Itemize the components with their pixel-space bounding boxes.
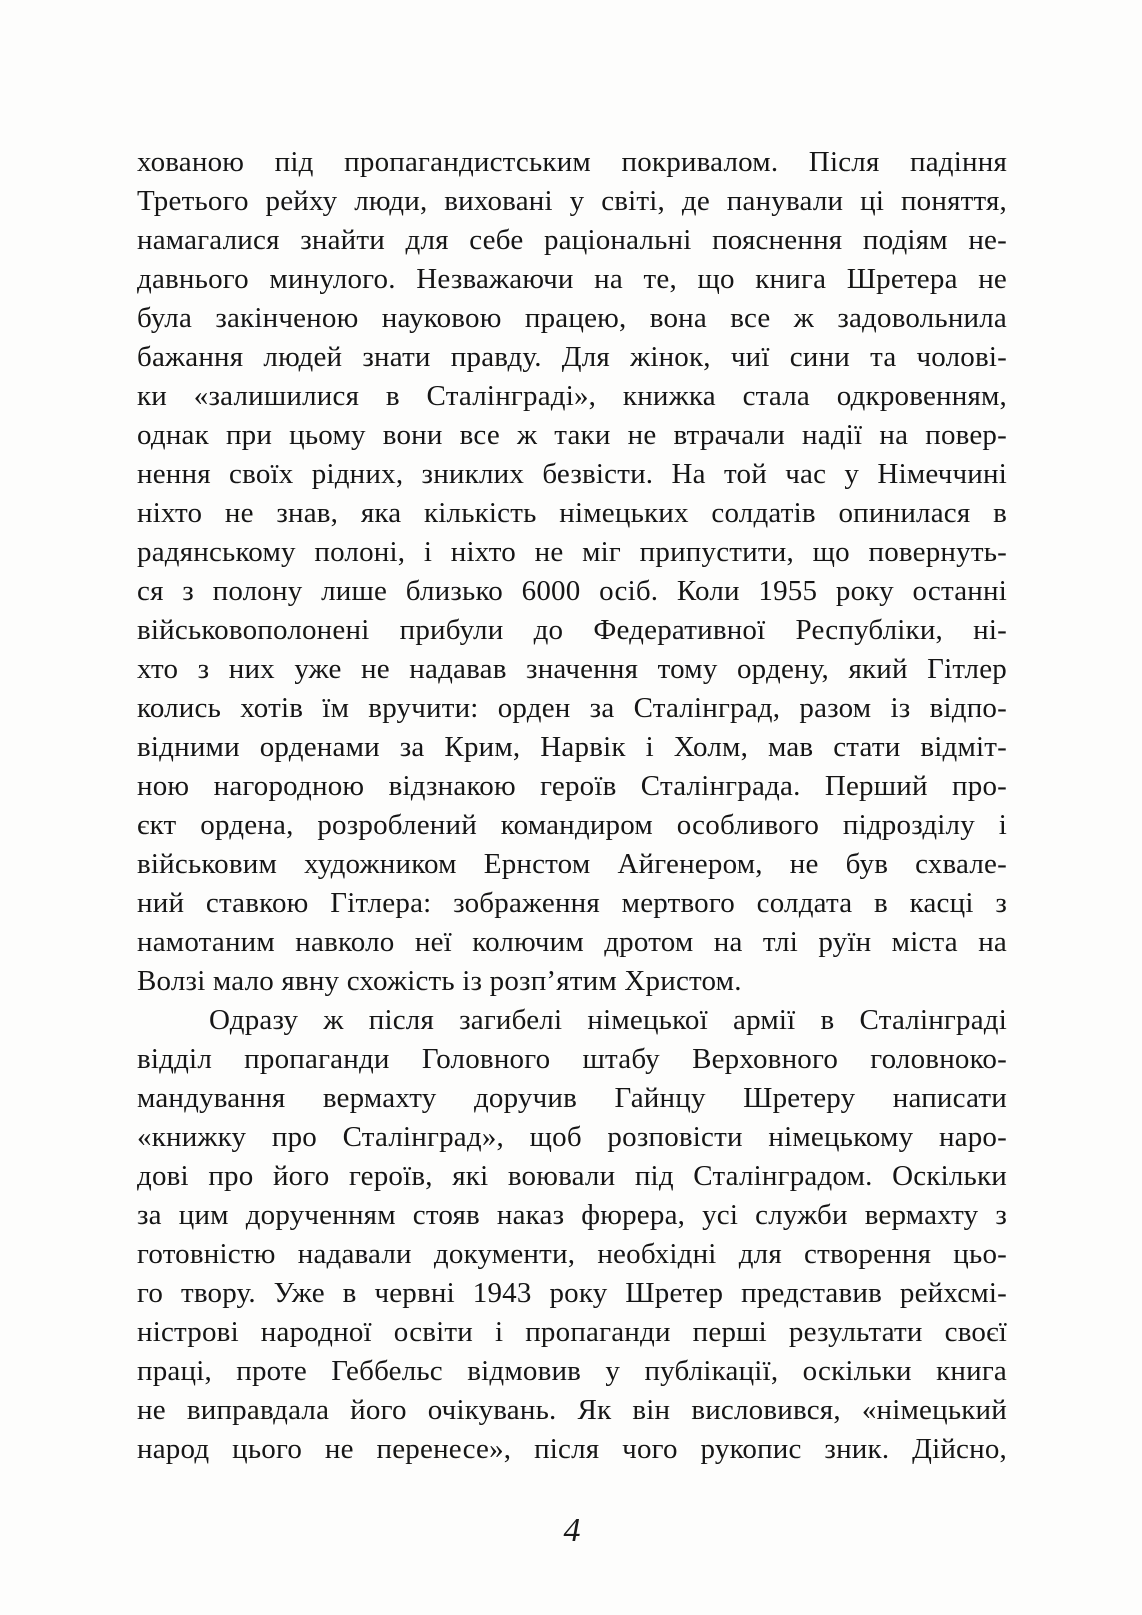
text-line: хованою під пропагандистським покривалом. Після падіння xyxy=(137,146,1007,178)
page-number: 4 xyxy=(563,1512,581,1549)
text-line: радянському полоні, і ніхто не міг припустити, що повернуть- xyxy=(137,536,1007,568)
text-line: Третього рейху люди, виховані у світі, де панували ці поняття, xyxy=(137,185,1007,217)
text-line: нення своїх рідних, зниклих безвісти. На той час у Німеччині xyxy=(137,458,1007,490)
text-line: давнього минулого. Незважаючи на те, що книга Шретера не xyxy=(137,263,1007,295)
text-line: бажання людей знати правду. Для жінок, чиї сини та чолові- xyxy=(137,341,1007,373)
text-line: ки «залишилися в Сталінграді», книжка стала одкровенням, xyxy=(137,380,1007,412)
text-line: ся з полону лише близько 6000 осіб. Коли 1955 року останні xyxy=(137,575,1007,607)
text-line: дові про його героїв, які воювали під Сталінградом. Оскільки xyxy=(137,1160,1007,1192)
text-line: готовністю надавали документи, необхідні для створення цьо- xyxy=(137,1238,1007,1270)
text-line: ніхто не знав, яка кількість німецьких солдатів опинилася в xyxy=(137,497,1007,529)
text-line: за цим дорученням стояв наказ фюрера, усі служби вермахту з xyxy=(137,1199,1007,1231)
text-line: намотаним навколо неї колючим дротом на тлі руїн міста на xyxy=(137,926,1007,958)
text-line: праці, проте Геббельс відмовив у публікації, оскільки книга xyxy=(137,1355,1007,1387)
text-line: Волзі мало явну схожість із розп’ятим Христом. xyxy=(137,965,742,997)
text-line: була закінченою науковою працею, вона все ж задовольнила xyxy=(137,302,1007,334)
text-line: ною нагородною відзнакою героїв Сталінграда. Перший про- xyxy=(137,770,1007,802)
text-line: ністрові народної освіти і пропаганди перші результати своєї xyxy=(137,1316,1007,1348)
text-line: колись хотів їм вручити: орден за Сталінград, разом із відпо- xyxy=(137,692,1007,724)
text-line: військовополонені прибули до Федеративної Республіки, ні- xyxy=(137,614,1007,646)
text-line: го твору. Уже в червні 1943 року Шретер представив рейхсмі- xyxy=(137,1277,1007,1309)
paragraph-1 xyxy=(137,143,1007,1001)
text-line: відними орденами за Крим, Нарвік і Холм, мав стати відміт- xyxy=(137,731,1007,763)
text-line: хто з них уже не надавав значення тому ордену, який Гітлер xyxy=(137,653,1007,685)
text-line: народ цього не перенесе», після чого рукопис зник. Дійсно, xyxy=(137,1433,1007,1465)
text-line: не виправдала його очікувань. Як він висловився, «німецький xyxy=(137,1394,1007,1426)
text-line: військовим художником Ернстом Айгенером, не був схвале- xyxy=(137,848,1007,880)
text-line: Одразу ж після загибелі німецької армії в Сталінграді xyxy=(209,1004,1007,1036)
text-line: єкт ордена, розроблений командиром особливого підрозділу і xyxy=(137,809,1007,841)
text-line: однак при цьому вони все ж таки не втрачали надії на повер- xyxy=(137,419,1007,451)
text-line: мандування вермахту доручив Гайнцу Шретеру написати xyxy=(137,1082,1007,1114)
paragraph-2 xyxy=(137,1001,1007,1469)
text-line: намагалися знайти для себе раціональні пояснення подіям не- xyxy=(137,224,1007,256)
text-line: ний ставкою Гітлера: зображення мертвого солдата в касці з xyxy=(137,887,1007,919)
text-line: відділ пропаганди Головного штабу Верховного головноко- xyxy=(137,1043,1007,1075)
text-line: «книжку про Сталінград», щоб розповісти німецькому наро- xyxy=(137,1121,1007,1153)
